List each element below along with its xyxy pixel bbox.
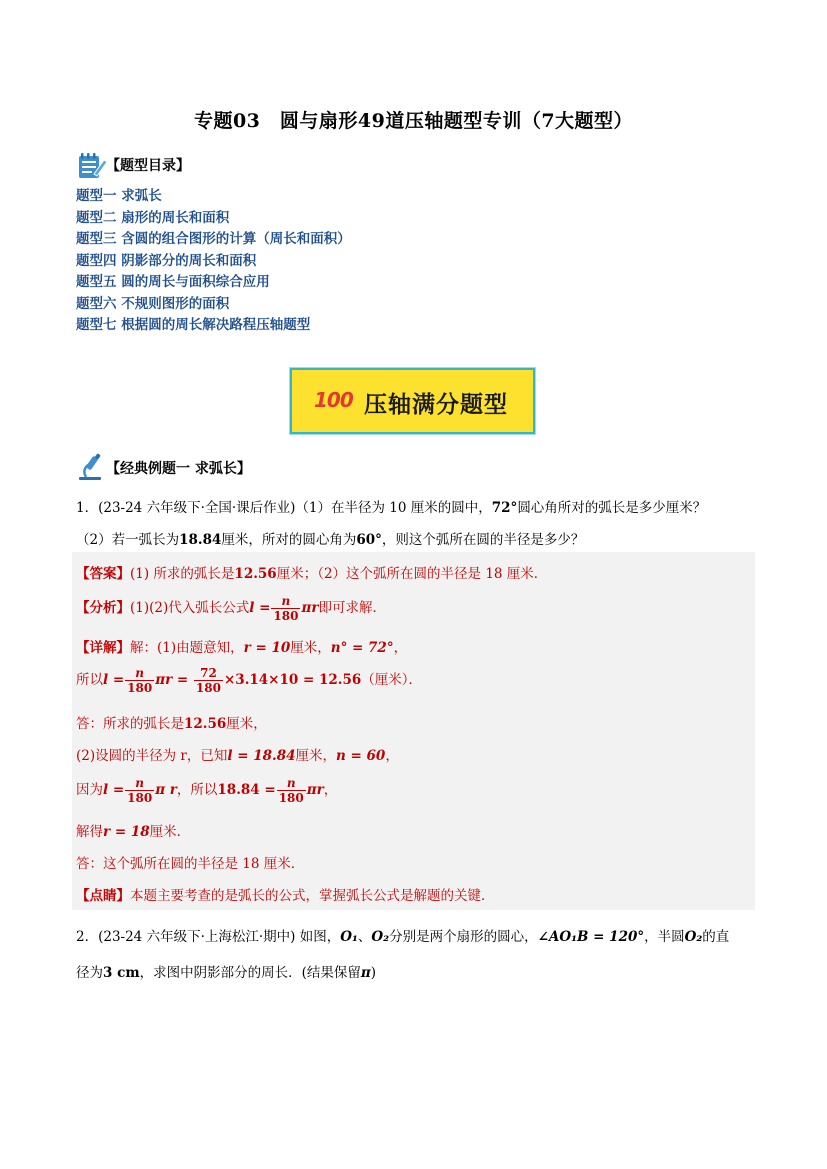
formula-pi-r: πr [306,782,324,798]
detail-line-4 [76,744,399,764]
formula-fraction [271,594,300,623]
detail-text: （厘米）． [361,672,423,688]
detail-text: ， [323,782,338,798]
arc-value: l = 18.84 [227,748,296,764]
analysis-line [76,594,386,623]
detail-line-3 [76,712,267,732]
detail-text: 答：所求的弧长是 [76,716,184,732]
formula-l: l = [103,782,125,798]
directory-item[interactable]: 题型一 求弧长 [76,188,162,204]
detail-text: 厘米． [149,824,191,840]
directory-item[interactable]: 题型七 根据圆的周长解决路程压轴题型 [76,317,311,333]
question-2-line-1 [76,925,729,945]
q1-text: 圆心角所对的弧长是多少厘米？ [517,500,707,516]
comment-tag: 【点睛】 [76,888,130,904]
frac-denominator: 180 [195,681,221,695]
microscope-icon [76,452,106,482]
directory-item[interactable]: 题型五 圆的周长与面积综合应用 [76,274,270,290]
diameter-value: 3 cm [103,965,140,981]
q2-text: 、 [357,929,372,945]
answer-text: 厘米；（2）这个弧所在圆的半径是 18 厘米． [276,566,548,582]
angle-value: n = 60 [336,748,386,764]
notepad-pencil-icon [76,150,108,182]
directory-header-label: 【题型目录】 [106,158,190,174]
frac-numerator: n [125,666,154,681]
detail-text: 厘米， [226,716,267,732]
calc-expression: ×3.14×10 = 12.56 [223,672,362,688]
angle-aob: ∠AO₁B = 120° [537,929,645,945]
frac-denominator: 180 [278,791,304,805]
answer-text: (1) 所求的弧长是 [130,566,235,582]
q2-text: 2．(23-24 六年级下·上海松江·期中) 如图， [76,929,341,945]
detail-text: 厘米， [290,640,331,656]
equation-left: 18.84 = [217,782,276,798]
detail-line-1 [76,636,407,656]
question-1-line-1 [76,496,706,516]
page-title: 专题03 圆与扇形49道压轴题型专训（7大题型） [193,110,634,132]
q1-text: 厘米，所对的圆心角为 [221,532,357,548]
formula-fraction [277,776,306,805]
answer-value: 12.56 [234,566,277,582]
q1-text: 1．(23-24 六年级下·全国·课后作业)（1）在半径为 10 厘米的圆中， [76,500,492,516]
result-value: 12.56 [184,716,227,732]
detail-text: ，所以 [176,782,218,798]
formula-fraction [125,666,154,695]
q2-text: 的直 [702,929,730,945]
formula-l: l = [103,672,125,688]
q1-angle-2: 60° [356,532,382,548]
formula-fraction [125,776,154,805]
comment-text: 本题主要考查的是弧长的公式，掌握弧长公式是解题的关键． [130,888,495,904]
angle-value: n° = 72° [330,640,394,656]
frac-denominator: 180 [273,609,299,623]
formula-fraction [194,666,223,695]
question-2-line-2 [76,961,376,981]
q1-angle: 72° [491,500,518,516]
pi-symbol: π [360,965,371,981]
detail-text: ， [385,748,399,764]
frac-numerator: n [271,594,300,609]
q2-text: 径为 [76,965,103,981]
frac-numerator: 72 [194,666,223,681]
center-o2: O₂ [684,929,703,945]
detail-tag: 【详解】 [76,640,130,656]
detail-line-2: 所以l = $\frac{n}{180}$ πr = $\frac{72}{180}$ ×3.14×10 = 12.56（厘米）． [76,666,423,695]
detail-text: 解：(1)由题意知， [130,640,244,656]
analysis-tag: 【分析】 [76,600,130,616]
q1-arc-length: 18.84 [179,532,222,548]
radius-value: r = 10 [243,640,291,656]
detail-line-5 [76,776,337,805]
q2-text: ，半圆 [644,929,685,945]
frac-denominator: 180 [127,791,153,805]
formula-pi-r: πr [155,672,173,688]
directory-item[interactable]: 题型二 扇形的周长和面积 [76,209,230,226]
detail-text: ， [393,640,408,656]
frac-numerator: n [277,776,306,791]
detail-text: 所以 [76,672,103,688]
full-score-banner [290,368,535,434]
formula-l: l = [249,600,271,616]
detail-text: 解得 [76,824,103,840]
analysis-text: 即可求解． [318,600,386,616]
answer-line [76,562,547,582]
q1-text: （2）若一弧长为 [76,532,180,548]
directory-item[interactable]: 题型四 阴影部分的周长和面积 [76,252,257,269]
formula-pi-r: π r [155,782,177,798]
q2-text: 分别是两个扇形的圆心， [389,929,538,945]
detail-text: 厘米， [295,748,336,764]
detail-text: (2)设圆的半径为 r，已知 [76,748,228,764]
comment-line [76,884,495,904]
detail-text: 因为 [76,782,103,798]
banner-label: 压轴满分题型 [364,392,508,418]
directory-list [76,186,351,337]
q2-text: ) [370,965,377,981]
directory-item[interactable]: 题型三 含圆的组合图形的计算（周长和面积） [76,231,351,247]
detail-line-6 [76,820,190,840]
center-o1: O₁ [340,929,358,945]
frac-numerator: n [125,776,154,791]
detail-line-7: 答：这个弧所在圆的半径是 18 厘米． [76,856,305,872]
answer-tag: 【答案】 [76,566,130,582]
example-header-label: 【经典例题一 求弧长】 [106,461,251,477]
directory-item[interactable]: 题型六 不规则图形的面积 [76,295,230,312]
frac-denominator: 180 [127,681,153,695]
center-o2: O₂ [371,929,390,945]
q2-text: ，求图中阴影部分的周长．(结果保留 [139,965,361,981]
q1-text: ，则这个弧所在圆的半径是多少？ [381,532,585,548]
question-1-line-2 [76,528,584,548]
radius-result: r = 18 [103,824,150,840]
formula-pi-r: πr [301,600,319,616]
hundred-points-icon: 100 [314,388,353,412]
analysis-text: (1)(2)代入弧长公式 [130,600,250,616]
